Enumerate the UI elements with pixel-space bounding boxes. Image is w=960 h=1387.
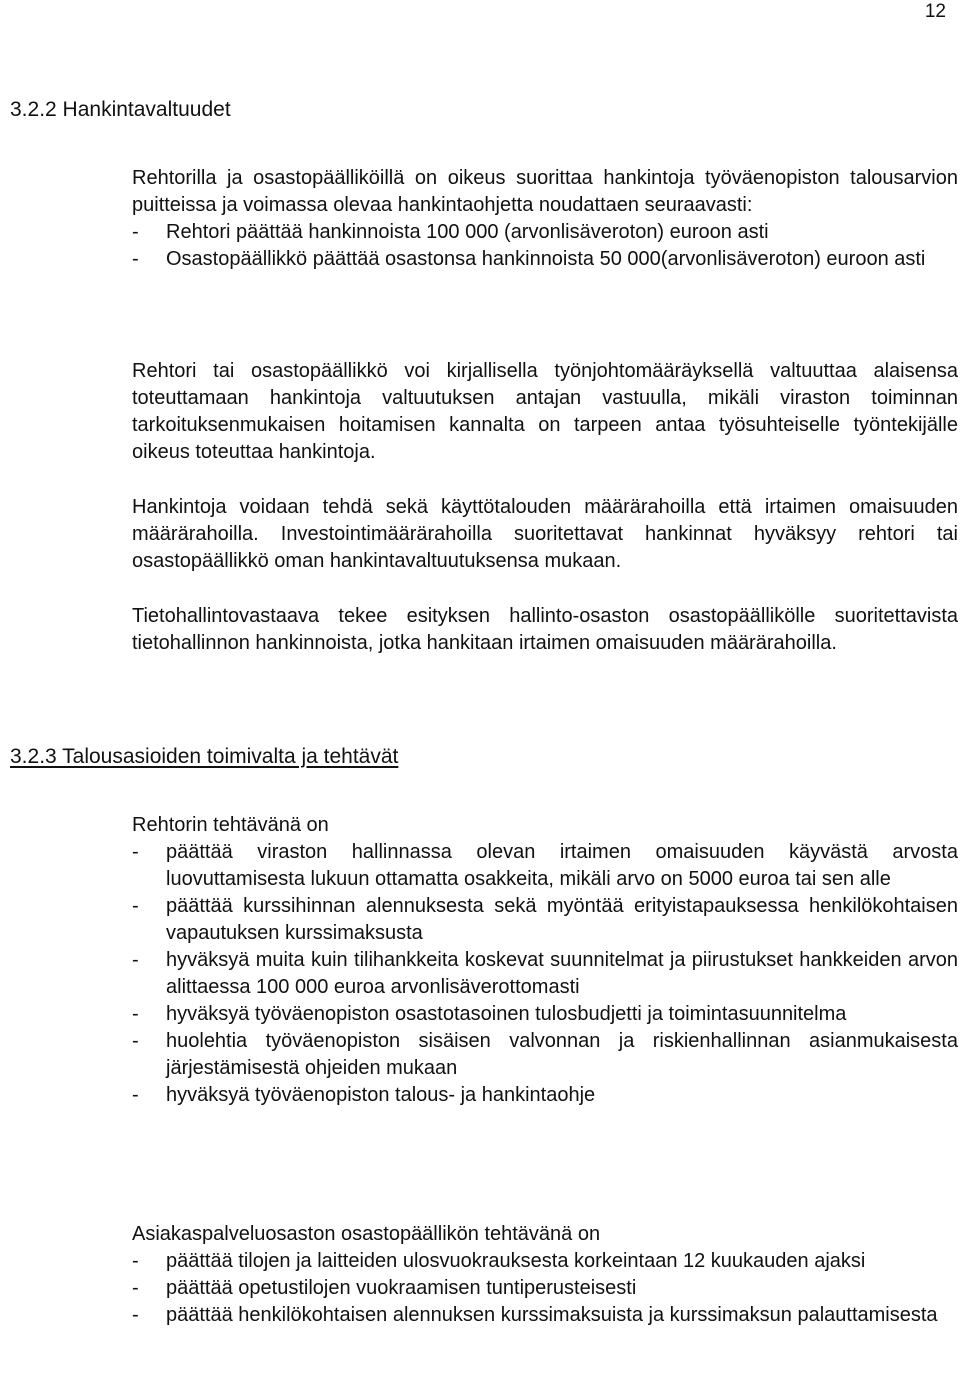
section-heading-talousasiat: 3.2.3 Talousasioiden toimivalta ja tehtävät (10, 745, 399, 768)
list-item: - hyväksyä työväenopiston talous- ja hankintaohje (94, 1082, 958, 1109)
hankinta-intro-text: Rehtorilla ja osastopäälliköillä on oikeus suorittaa hankintoja työväenopiston talousarvion puitteissa ja voimassa olevaa hankintaohjetta noudattaen seuraavasti: (132, 167, 958, 216)
asiakaspalvelu-task-list (94, 1248, 958, 1329)
page-number: 12 (924, 1, 946, 22)
list-dash: - (132, 1084, 139, 1106)
list-item: - hyväksyä työväenopiston osastotasoinen tulosbudjetti ja toimintasuunnitelma (94, 1001, 958, 1028)
maararaha-paragraph: Hankintoja voidaan tehdä sekä käyttötalouden määrärahoilla että irtaimen omaisuuden määrärahoilla. Investointimäärärahoilla suoritettavat hankinnat hyväksyy rehtori tai osastopäällikkö oman hankintavaltuutuksensa mukaan. (132, 496, 958, 572)
list-item: - hyväksyä muita kuin tilihankkeita koskevat suunnitelmat ja piirustukset hankkeiden arvon alittaessa 100 000 euroa arvonlisäverottomasti (132, 949, 958, 998)
section-heading-hankintavaltuudet: 3.2.2 Hankintavaltuudet (10, 98, 231, 121)
list-item: - Rehtori päättää hankinnoista 100 000 (arvonlisäveroton) euroon asti (94, 219, 958, 246)
list-item: - päättää henkilökohtaisen alennuksen kurssimaksuista ja kurssimaksun palauttamisesta (94, 1302, 958, 1329)
list-item: - päättää opetustilojen vuokraamisen tuntiperusteisesti (94, 1275, 958, 1302)
hankinta-intro-block (132, 165, 958, 273)
list-dash: - (132, 1304, 139, 1326)
list-dash: - (132, 1030, 139, 1052)
asiakaspalvelu-intro: Asiakaspalveluosaston osastopäällikön tehtävänä on (132, 1223, 601, 1245)
list-item: - päättää tilojen ja laitteiden ulosvuokrauksesta korkeintaan 12 kuukauden ajaksi (94, 1248, 958, 1275)
list-dash: - (132, 248, 139, 270)
list-dash: - (132, 1003, 139, 1025)
rehtori-task-list (94, 839, 958, 1109)
valtuutus-paragraph: Rehtori tai osastopäällikkö voi kirjallisella työnjohtomääräyksellä valtuuttaa alaisensa toteuttamaan hankintoja valtuutuksen antajan vastuulla, mikäli viraston toiminnan tarkoituksenmukaisen hoitamisen kannalta on tarpeen antaa työsuhteiselle työntekijälle oikeus toteuttaa hankintoja. (132, 360, 958, 463)
list-item: - päättää viraston hallinnassa olevan irtaimen omaisuuden käyvästä arvosta luovuttamisesta lukuun ottamatta osakkeita, mikäli arvo on 5000 euroa tai sen alle (132, 841, 958, 890)
list-dash: - (132, 221, 139, 243)
rehtori-tasks-block (132, 812, 958, 1109)
tietohallinto-paragraph: Tietohallintovastaava tekee esityksen hallinto-osaston osastopäällikölle suoritettavista tietohallinnon hankinnoista, jotka hankitaan irtaimen omaisuuden määrärahoilla. (132, 605, 958, 654)
rehtori-intro: Rehtorin tehtävänä on (132, 814, 329, 836)
hankinta-limit-list (94, 219, 958, 273)
list-item: - päättää kurssihinnan alennuksesta sekä myöntää erityistapauksessa henkilökohtaisen vapautuksen kurssimaksusta (132, 895, 958, 944)
list-dash: - (132, 841, 139, 863)
list-item: - Osastopäällikkö päättää osastonsa hankinnoista 50 000(arvonlisäveroton) euroon asti (94, 246, 958, 273)
list-dash: - (132, 949, 139, 971)
asiakaspalvelu-tasks-block (132, 1221, 958, 1329)
list-dash: - (132, 895, 139, 917)
list-dash: - (132, 1250, 139, 1272)
list-dash: - (132, 1277, 139, 1299)
list-item: - huolehtia työväenopiston sisäisen valvonnan ja riskienhallinnan asianmukaisesta järjestämisestä ohjeiden mukaan (132, 1030, 958, 1079)
